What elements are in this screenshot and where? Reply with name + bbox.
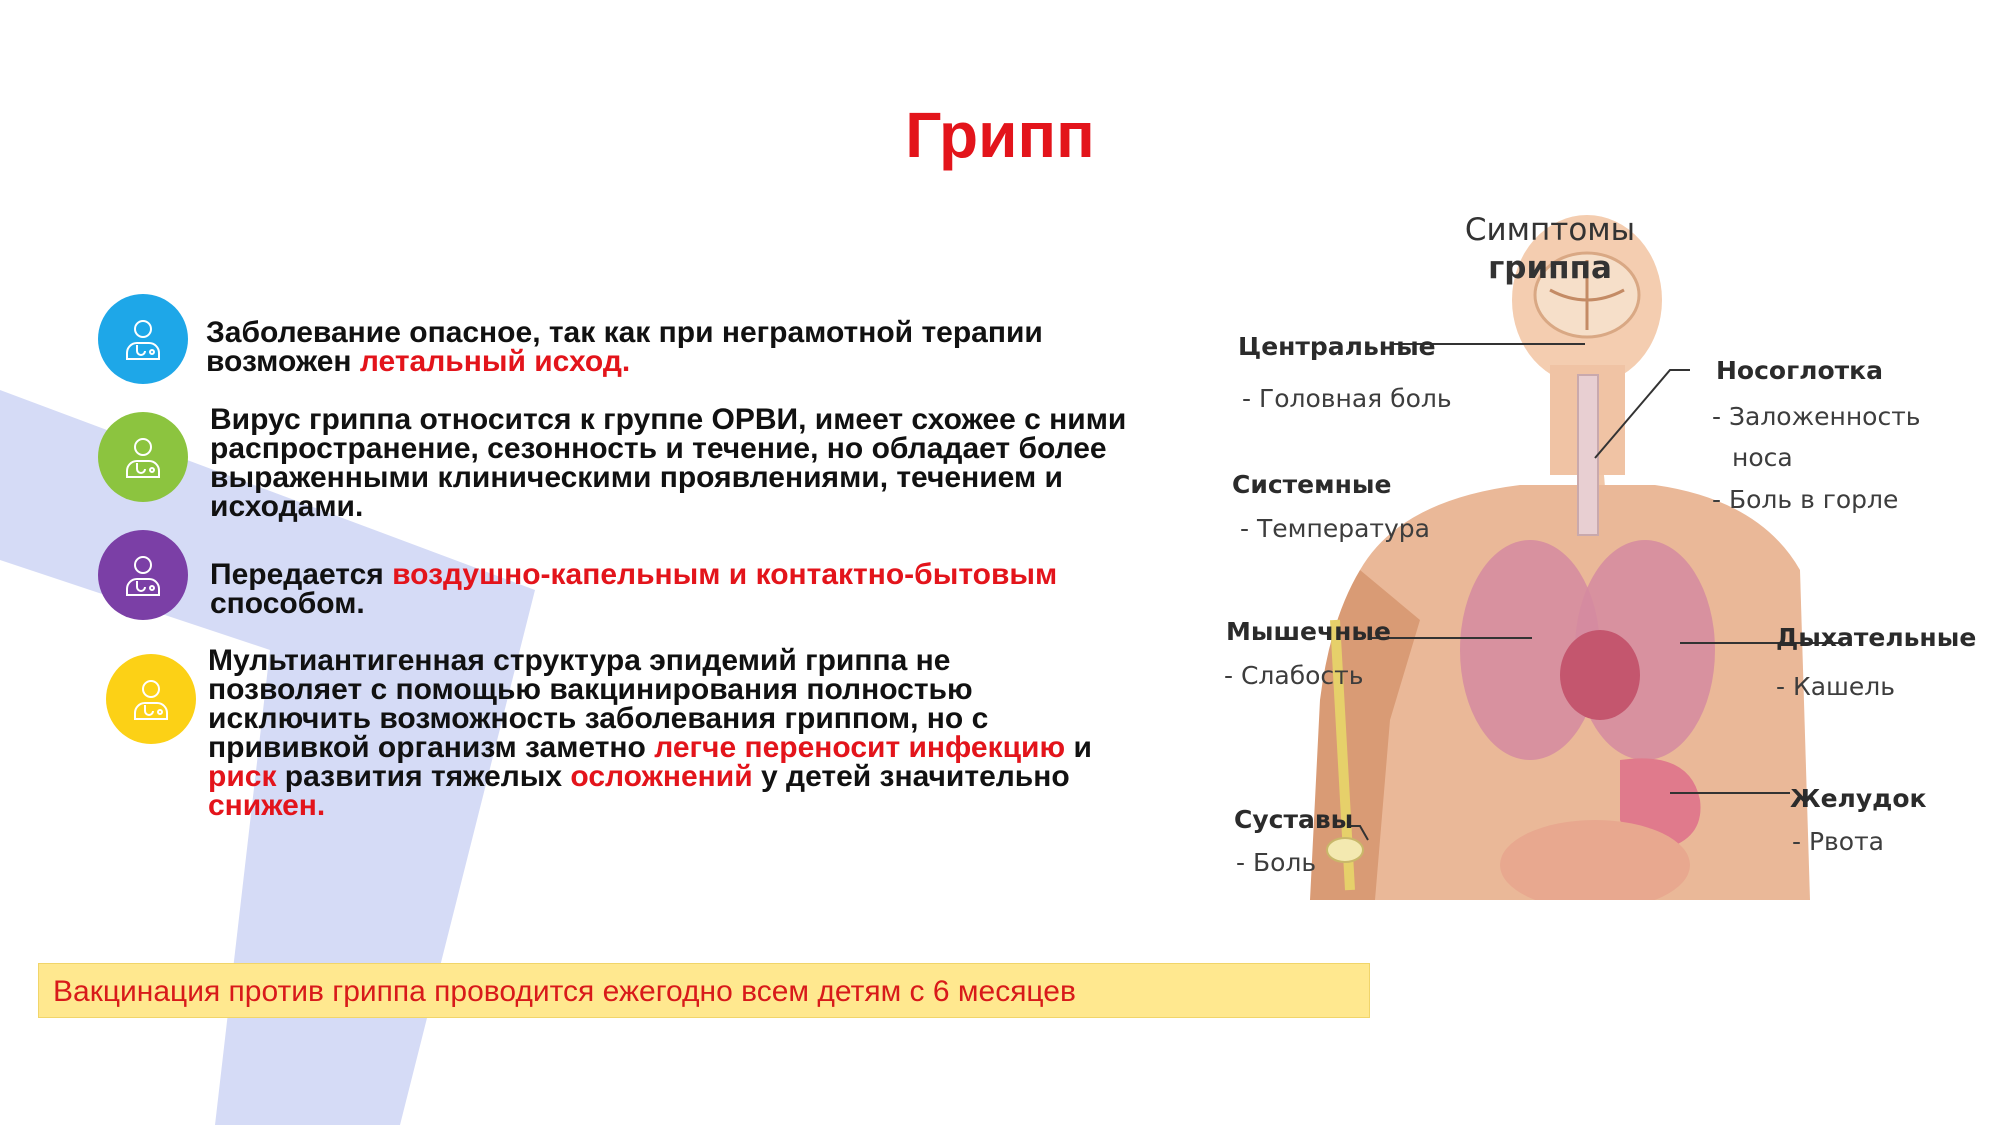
doctor-icon [98,530,188,620]
label-central: Центральные [1238,332,1436,361]
label-naso-symptom-1: - Заложенность [1712,402,1921,431]
label-systemic: Системные [1232,470,1392,499]
label-muscle-symptom: - Слабость [1224,661,1364,690]
doctor-icon [98,294,188,384]
label-systemic-symptom: - Температура [1240,514,1430,543]
label-joints: Суставы [1234,805,1354,834]
banner-text: Вакцинация против гриппа проводится ежегодно всем детям с 6 месяцев [53,975,1076,1008]
page-title: Грипп [905,99,1095,171]
label-respiratory-symptom: - Кашель [1776,672,1896,701]
label-stomach: Желудок [1790,784,1927,813]
doctor-icon [98,412,188,502]
label-stomach-symptom: - Рвота [1792,827,1884,856]
label-central-symptom: - Головная боль [1242,384,1452,413]
label-respiratory: Дыхательные [1776,623,1977,652]
label-joints-symptom: - Боль [1236,848,1317,877]
label-naso-symptom-2: носа [1732,443,1793,472]
doctor-icon [106,654,196,744]
figure-heading [1380,212,1720,286]
item-text-4: Мультиантигенная структура эпидемий гриппа не позволяет с помощью вакцинирования полностью исключить возможность заболевания гриппом, но с прививкой организм заметно легче переносит инфекцию и риск развития тяжелых осложнений у детей значительно снижен. [208,644,1092,822]
item-text-3: Передается воздушно-капельным и контактно-бытовым способом. [210,558,1058,620]
label-muscle: Мышечные [1226,617,1391,646]
label-nasopharynx: Носоглотка [1716,356,1883,385]
item-text-1: Заболевание опасное, так как при неграмотной терапии возможен летальный исход. [206,316,1043,378]
figure-heading-line2: гриппа [1488,250,1612,286]
vaccination-banner [38,963,1370,1018]
figure-heading-line1: Симптомы [1464,212,1636,248]
label-naso-symptom-3: - Боль в горле [1712,485,1899,514]
item-text-2: Вирус гриппа относится к группе ОРВИ, имеет схожее с ними распространение, сезонность и течение, но обладает более выраженными клиническими проявлениями, течением и исходами. [210,403,1127,523]
